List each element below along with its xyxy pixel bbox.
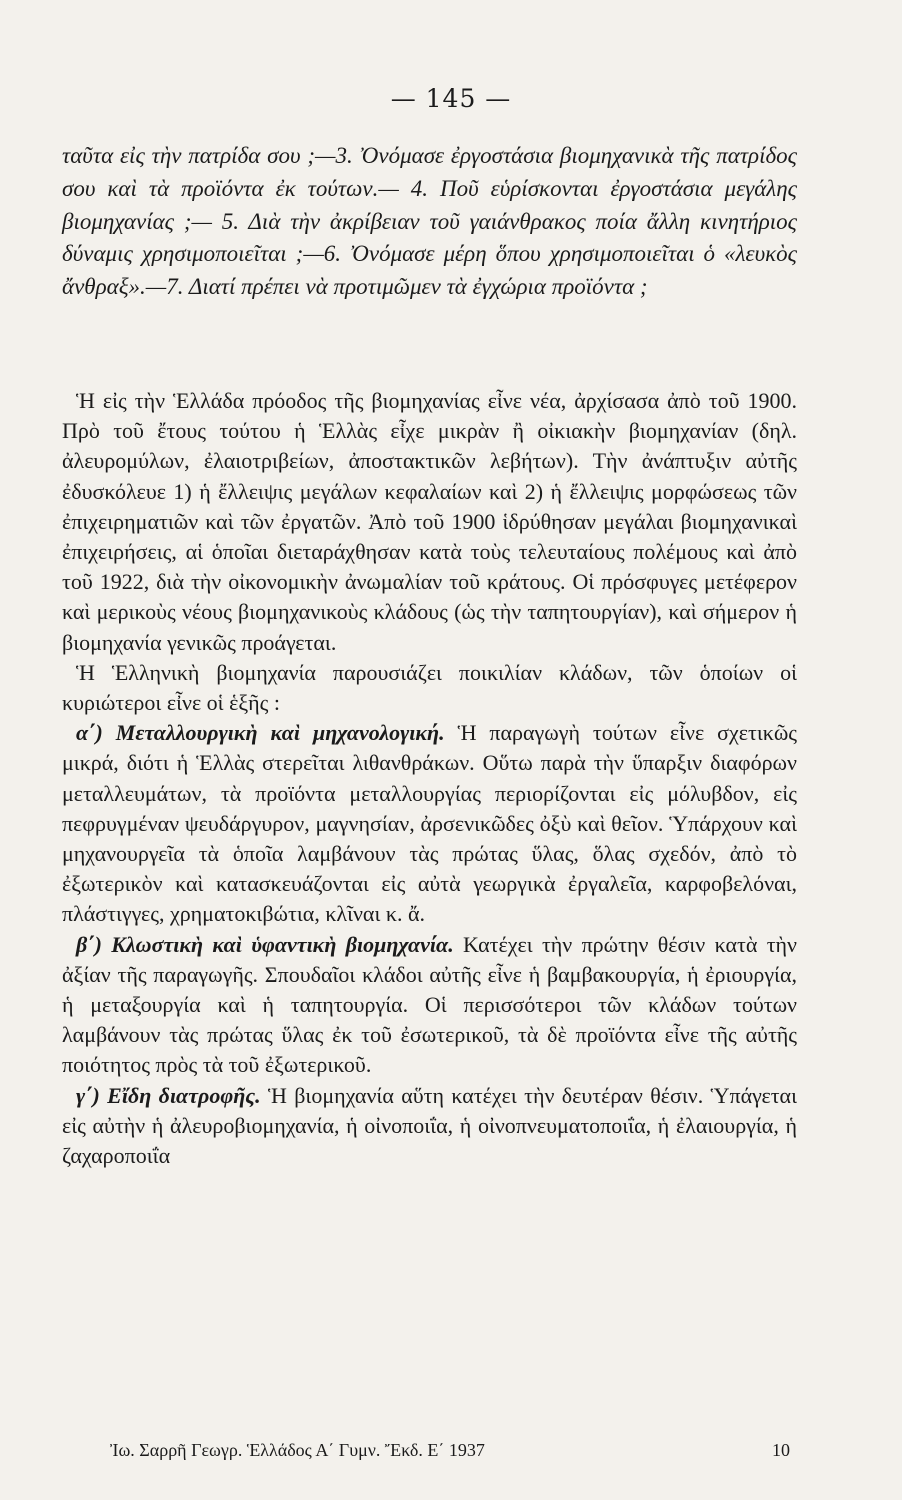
section-food-text: Ἡ βιομηχανία αὕτη κατέχει τὴν δευτέραν θέσιν. Ὑπάγεται εἰς αὐτὴν ἡ ἀλευροβιομηχανία, ἡ οἰνοποιΐα, ἡ οἰνοπνευματοποιΐα, ἡ ἐλαιουργία, ἡ ζαχαροποιΐα — [62, 1082, 797, 1169]
section-textile — [62, 930, 797, 1081]
section-textile-text: Κατέχει τὴν πρώτην θέσιν κατὰ τὴν ἀξίαν τῆς παραγωγῆς. Σπουδαῖοι κλάδοι αὐτῆς εἶνε ἡ βαμβακουργία, ἡ ἐριουργία, ἡ μεταξουργία καὶ ἡ ταπητουργία. Οἱ περισσότεροι τῶν κλάδων τούτων λαμβάνουν τὰς πρώτας ὕλας ἐκ τοῦ ἐσωτερικοῦ, τὰ δὲ προϊόντα εἶνε τῆς αὐτῆς ποιότητος πρὸς τὰ τοῦ ἐξωτερικοῦ. — [62, 931, 797, 1078]
review-questions: ταῦτα εἰς τὴν πατρίδα σου ;—3. Ὀνόμασε ἐργοστάσια βιομηχανικὰ τῆς πατρίδος σου καὶ τὰ προϊόντα ἐκ τούτων.— 4. Ποῦ εὑρίσκονται ἐργοστάσια μεγάλης βιομηχανίας ;— 5. Διὰ τὴν ἀκρίβειαν τοῦ γαιάνθρακος ποία ἄλλη κινητήριος δύναμις χρησιμοποιεῖται ;—6. Ὀνόμασε μέρη ὅπου χρησιμοποιεῖται ὁ «λευκὸς ἄνθραξ».—7. Διατί πρέπει νὰ προτιμῶμεν τὰ ἐγχώρια προϊόντα ; — [62, 143, 797, 300]
footer-citation: Ἰω. Σαρρῆ Γεωγρ. Ἑλλάδος Α΄ Γυμν. Ἔκδ. Ε΄ 1937 — [110, 1440, 485, 1460]
section-textile-title: β΄) Κλωστικὴ καὶ ὑφαντικὴ βιομηχανία. — [76, 931, 454, 957]
paragraph-intro: Ἡ εἰς τὴν Ἑλλάδα πρόοδος τῆς βιομηχανίας εἶνε νέα, ἀρχίσασα ἀπὸ τοῦ 1900. Πρὸ τοῦ ἔτους τούτου ἡ Ἑλλὰς εἶχε μικρὰν ἢ οἰκιακὴν βιομηχανίαν (δηλ. ἀλευρομύλων, ἐλαιοτριβείων, ἀποστακτικῶν λεβήτων). Τὴν ἀνάπτυξιν αὐτῆς ἐδυσκόλευε 1) ἡ ἔλλειψις μεγάλων κεφαλαίων καὶ 2) ἡ ἔλλειψις μορφώσεως τῶν ἐπιχειρηματιῶν καὶ τῶν ἐργατῶν. Ἀπὸ τοῦ 1900 ἱδρύθησαν μεγάλαι βιομηχανικαὶ ἐπιχειρήσεις, αἱ ὁποῖαι διεταράχθησαν κατὰ τοὺς τελευταίους πολέμους καὶ ἀπὸ τοῦ 1922, διὰ τὴν οἰκονομικὴν ἀνωμαλίαν τοῦ κράτους. Οἱ πρόσφυγες μετέφερον καὶ μερικοὺς νέους βιομηχανικοὺς κλάδους (ὡς τὴν ταπητουργίαν), καὶ σήμερον ἡ βιομηχανία γενικῶς προάγεται. — [62, 388, 797, 655]
section-metallurgy — [62, 718, 797, 929]
paragraph-branches: Ἡ Ἑλληνικὴ βιομηχανία παρουσιάζει ποικιλίαν κλάδων, τῶν ὁποίων οἱ κυριώτεροι εἶνε οἱ ἑξῆς : — [62, 659, 797, 716]
page-number: — 145 — — [390, 84, 512, 113]
main-text — [62, 386, 797, 1171]
section-food — [62, 1081, 797, 1172]
signature-mark: 10 — [772, 1440, 790, 1460]
section-food-title: γ΄) Εἴδη διατροφῆς. — [76, 1082, 261, 1108]
page-footer — [110, 1440, 790, 1461]
section-metallurgy-title: α΄) Μεταλλουργικὴ καὶ μηχανολογική. — [76, 720, 445, 746]
section-metallurgy-text: Ἡ παραγωγὴ τούτων εἶνε σχετικῶς μικρά, διότι ἡ Ἑλλὰς στερεῖται λιθανθράκων. Οὕτω παρὰ τὴν ὕπαρξιν διαφόρων μεταλλευμάτων, τὰ προϊόντα μεταλλουργίας περιορίζονται εἰς μόλυβδον, εἰς πεφρυγμέναν ψευδάργυρον, μαγνησίαν, ἀρσενικῶδες ὀξὺ καὶ θεῖον. Ὑπάρχουν καὶ μηχανουργεῖα τὰ ὁποῖα λαμβάνουν τὰς πρώτας ὕλας, ὅλας σχεδόν, ἀπὸ τὸ ἐξωτερικὸν καὶ κατασκευάζονται εἰς αὐτὰ γεωργικὰ ἐργαλεῖα, καρφοβελόναι, πλάστιγγες, χρηματοκιβώτια, κλῖναι κ. ἄ. — [62, 720, 798, 927]
